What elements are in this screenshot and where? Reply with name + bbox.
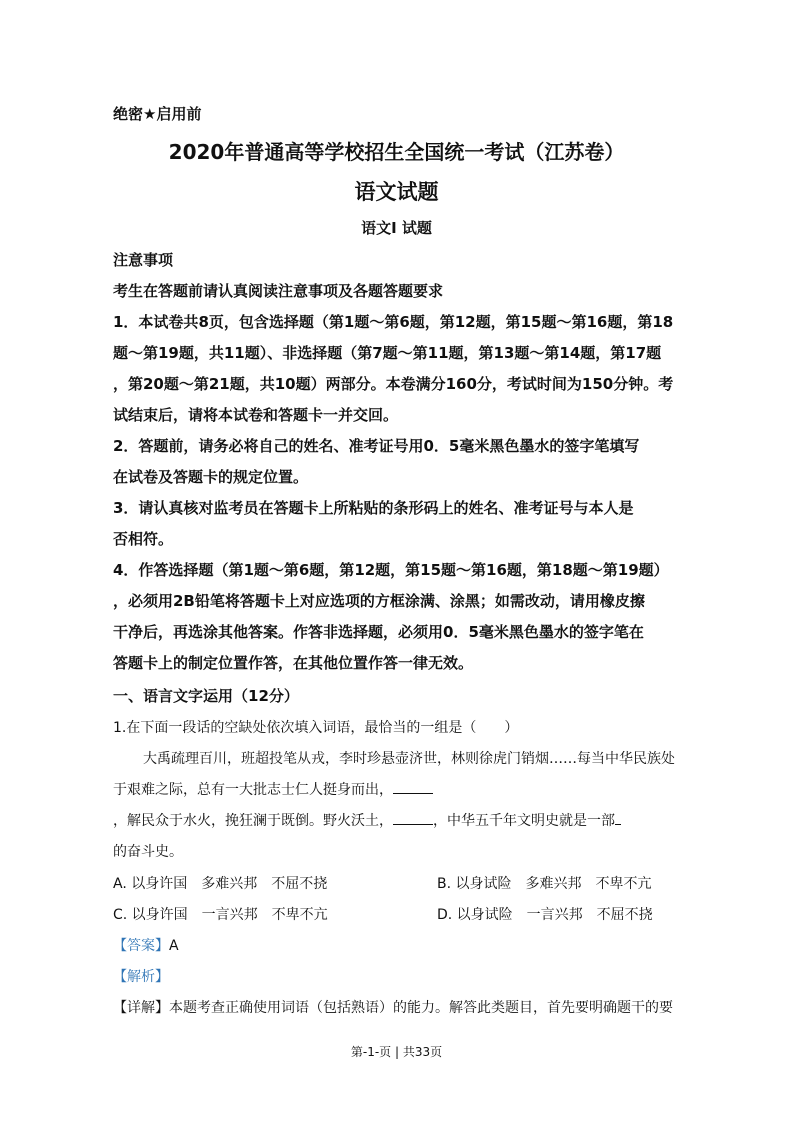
detail-line: [113, 997, 673, 1017]
detail-text: 本题考查正确使用词语（包括熟语）的能力。解答此类题目，首先要明确题干的要: [169, 1000, 673, 1016]
option-d: D. 以身试险 一言兴邦 不屈不挠: [437, 907, 653, 923]
section-title: 语文I 试题: [361, 219, 432, 237]
passage-line: [113, 810, 621, 830]
fill-blank-1: [393, 779, 433, 794]
part1-heading: 一、语言文字运用（12分）: [113, 687, 299, 705]
passage-line: [113, 779, 433, 799]
passage-line: 大禹疏理百川，班超投笔从戎，李时珍悬壶济世，林则徐虎门销烟……每当中华民族处: [143, 751, 675, 767]
notice-line: 试结束后，请将本试卷和答题卡一并交回。: [113, 406, 399, 424]
notice-line: 2．答题前，请务必将自己的姓名、准考证号用0．5毫米黑色墨水的签字笔填写: [113, 437, 640, 455]
passage-text: ，解民众于水火，挽狂澜于既倒。野火沃土，: [113, 813, 393, 829]
fill-blank-3: [615, 810, 621, 825]
answer-value: A: [169, 938, 179, 954]
notice-line: 否相符。: [113, 530, 174, 548]
notice-line: ，必须用2B铅笔将答题卡上对应选项的方框涂满、涂黑；如需改动，请用橡皮擦: [113, 592, 645, 610]
exam-title: 2020年普通高等学校招生全国统一考试（江苏卷）: [168, 140, 625, 164]
notice-line: 4．作答选择题（第1题～第6题，第12题，第15题～第16题，第18题～第19题）: [113, 561, 669, 579]
notice-heading: 注意事项: [113, 251, 174, 269]
notice-line: 答题卡上的制定位置作答，在其他位置作答一律无效。: [113, 654, 474, 672]
page-footer: 第-1-页 | 共33页: [350, 1045, 443, 1059]
confidential-mark: 绝密★启用前: [113, 105, 202, 123]
notice-intro: 考生在答题前请认真阅读注意事项及各题答题要求: [113, 282, 444, 300]
answer-label: 【答案】: [113, 938, 169, 954]
analysis-label: 【解析】: [113, 969, 169, 985]
notice-line: ，第20题～第21题，共10题）两部分。本卷满分160分，考试时间为150分钟。考: [113, 375, 674, 393]
notice-line: 1．本试卷共8页，包含选择题（第1题～第6题，第12题，第15题～第16题，第18: [113, 313, 674, 331]
notice-line: 干净后，再选涂其他答案。作答非选择题，必须用0．5毫米黑色墨水的签字笔在: [113, 623, 644, 641]
passage-text: 于艰难之际，总有一大批志士仁人挺身而出，: [113, 782, 393, 798]
fill-blank-2: [393, 810, 433, 825]
question-1-stem: 1.在下面一段话的空缺处依次填入词语，最恰当的一组是（ ）: [113, 720, 519, 736]
answer-line: [113, 935, 179, 955]
option-b: B. 以身试险 多难兴邦 不卑不亢: [437, 876, 652, 892]
notice-line: 在试卷及答题卡的规定位置。: [113, 468, 309, 486]
detail-label: 【详解】: [113, 1000, 169, 1016]
option-c: C. 以身许国 一言兴邦 不卑不亢: [113, 907, 328, 923]
notice-line: 题～第19题，共11题）、非选择题（第7题～第11题，第13题～第14题，第17题: [113, 344, 662, 362]
option-a: A. 以身许国 多难兴邦 不屈不挠: [113, 876, 328, 892]
passage-line: 的奋斗史。: [113, 844, 183, 860]
subject-title: 语文试题: [354, 180, 439, 204]
passage-text: ，中华五千年文明史就是一部: [433, 813, 615, 829]
notice-line: 3．请认真核对监考员在答题卡上所粘贴的条形码上的姓名、准考证号与本人是: [113, 499, 634, 517]
